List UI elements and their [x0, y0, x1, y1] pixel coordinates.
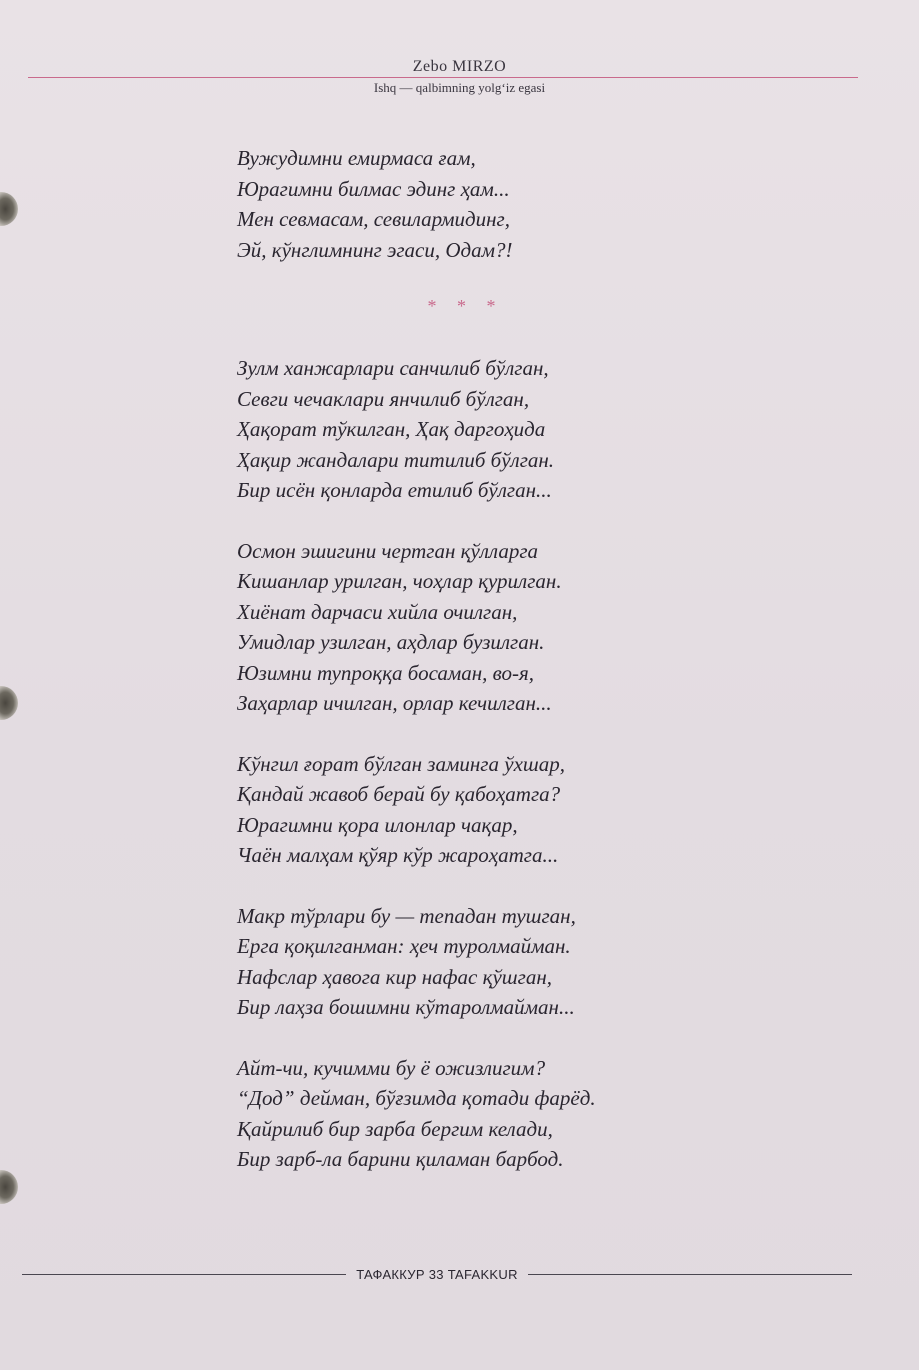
poem-line: Юрагимни билмас эдинг ҳам... — [237, 176, 510, 201]
header-divider — [28, 77, 858, 78]
poem-line: Ерга қоқилганман: ҳеч туролмайман. — [237, 934, 571, 958]
binder-hole — [0, 686, 18, 720]
poem-line: Қандай жавоб берай бу қабоҳатга? — [237, 782, 561, 806]
poem-line: Юзимни тупроққа босаман, во-я, — [237, 660, 535, 685]
poem-line: Эй, кўнглимнинг эгаси, Одам?! — [237, 237, 513, 262]
poem-line: Қайрилиб бир зарба бергим келади, — [237, 1116, 553, 1141]
poem-stanza — [237, 1053, 797, 1175]
binder-hole — [0, 192, 18, 226]
poem-line: Мен севмасам, севилармидинг, — [237, 207, 510, 231]
poem-line: “Дод” дейман, бўғзимда қотади фарёд. — [237, 1086, 596, 1110]
poem-line: Айт-чи, кучимми бу ё ожизлигим? — [237, 1055, 546, 1080]
poem-stanza — [237, 749, 797, 871]
poem-line: Бир исён қонларда етилиб бўлган... — [237, 478, 552, 502]
poem-line: Юрагимни қора илонлар чақар, — [237, 812, 518, 837]
poem-line: Умидлар узилган, аҳдлар бузилган. — [237, 630, 545, 654]
footer-rule-left — [22, 1274, 346, 1275]
poem-stanza — [237, 536, 797, 719]
poem-stanza — [237, 353, 797, 506]
header-author: Zebo MIRZO — [412, 58, 507, 75]
poem-line: Кишанлар урилган, чоҳлар қурилган. — [237, 569, 562, 593]
poem-line: Ҳақорат тўкилган, Ҳақ даргоҳида — [237, 417, 546, 441]
poem-line: Осмон эшигини чертган қўлларга — [237, 538, 539, 563]
poem-line: Макр тўрлари бу — тепадан тушган, — [237, 903, 576, 928]
header-subtitle: Ishq — qalbimning yolg‘iz egasi — [373, 80, 546, 95]
footer-rule-right — [528, 1274, 852, 1275]
poem-line: Кўнгил ғорат бўлган заминга ўхшар, — [237, 751, 565, 776]
poem-line: Бир лаҳза бошимни кўтаролмайман... — [237, 995, 575, 1019]
poem-line: Чаён малҳам қўяр кўр жароҳатга... — [237, 843, 559, 867]
section-separator: * * * — [427, 296, 504, 316]
poem-line: Севги чечаклари янчилиб бўлган, — [237, 386, 530, 411]
poem-line: Ҳақир жандалари титилиб бўлган. — [237, 447, 555, 472]
poem-line: Вужудимни емирмаса ғам, — [237, 146, 476, 170]
poem-line: Зулм ханжарлари санчилиб бўлган, — [237, 356, 549, 380]
poem-stanza — [237, 901, 797, 1023]
poem-line: Заҳарлар ичилган, орлар кечилган... — [237, 691, 552, 715]
footer-label: ТАФАККУР 33 TAFAKKUR — [356, 1266, 518, 1282]
poem-line: Нафслар ҳавога кир нафас қўшган, — [237, 964, 552, 989]
poem-stanza-intro — [237, 143, 797, 265]
poem-line: Хиёнат дарчаси хийла очилган, — [237, 599, 518, 624]
poem-line: Бир зарб-ла барини қиламан барбод. — [237, 1147, 564, 1171]
binder-hole — [0, 1170, 18, 1204]
page-footer — [22, 1264, 852, 1284]
